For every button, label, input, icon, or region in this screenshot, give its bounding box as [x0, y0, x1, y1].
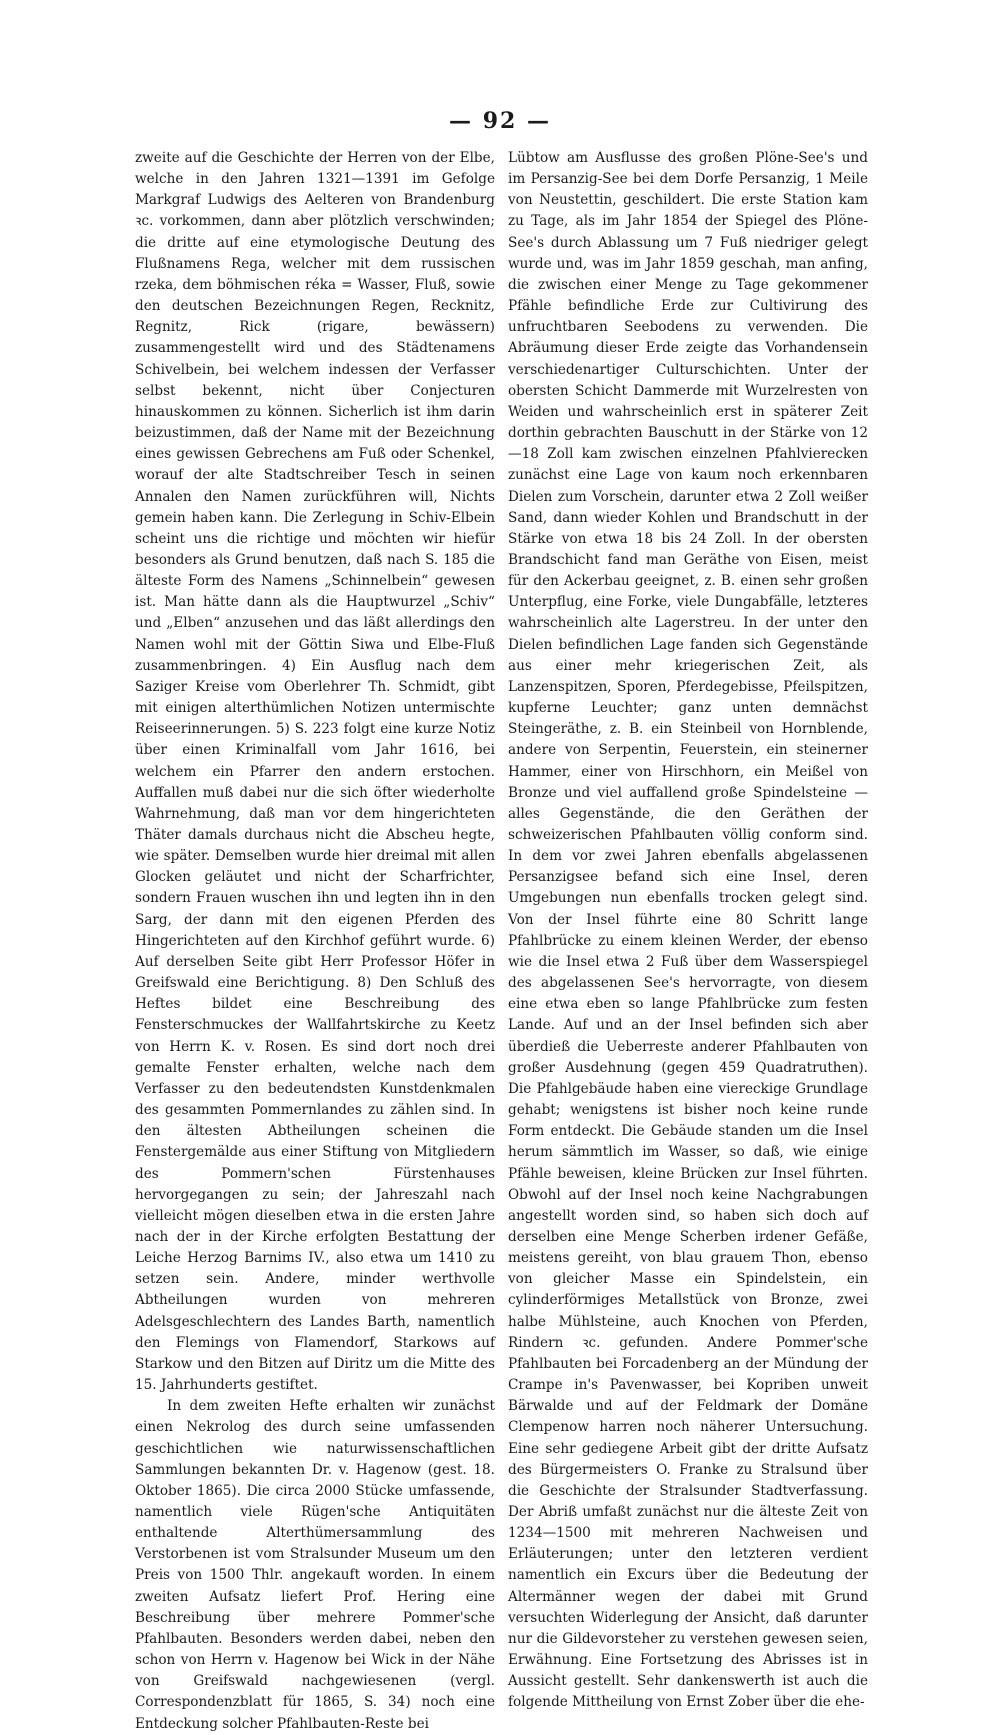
right-column	[508, 148, 868, 1714]
left-paragraph-2: In dem zweiten Hefte erhalten wir zunächst einen Nekrolog des durch seine umfassenden geschichtlichen wie naturwissenschaftlichen Sammlungen bekannten Dr. v. Hagenow (gest. 18. Oktober 1865). Die circa 2000 Stücke umfassende, namentlich viele Rügen'sche Antiquitäten enthaltende Alterthümersammlung des Verstorbenen ist vom Stralsunder Museum um den Preis von 1500 Thlr. angekauft worden. In einem zweiten Aufsatz liefert Prof. Hering eine Beschreibung über mehrere Pommer'sche Pfahlbauten. Besonders werden dabei, neben den schon von Herrn v. Hagenow bei Wick in der Nähe von Greifswald nachgewiesenen (vergl. Correspondenzblatt für 1865, S. 34) noch eine Entdeckung solcher Pfahlbauten-Reste bei	[135, 1398, 495, 1732]
left-column	[135, 148, 495, 1735]
right-paragraph-1: Lübtow am Ausflusse des großen Plöne-See's und im Persanzig-See bei dem Dorfe Persanzig, 1 Meile von Neustettin, geschildert. Die erste Station kam zu Tage, als im Jahr 1854 der Spiegel des Plöne-See's durch Ablassung um 7 Fuß niedriger gelegt wurde und, was im Jahr 1859 geschah, man anfing, die zwischen einer Menge zu Tage gekommener Pfähle befindliche Erde zur Cultivirung des unfruchtbaren Seebodens zu verwenden. Die Abräumung dieser Erde zeigte das Vorhandensein verschiedenartiger Culturschichten. Unter der obersten Schicht Dammerde mit Wurzelresten von Weiden und wahrscheinlich erst in späterer Zeit dorthin gebrachten Bauschutt in der Stärke von 12—18 Zoll kam zwischen einzelnen Pfahlvierecken zunächst eine Lage von kaum noch erkennbaren Dielen zum Vorschein, darunter etwa 2 Zoll weißer Sand, dann wieder Kohlen und Brandschutt in der Stärke von etwa 18 bis 24 Zoll. In der obersten Brandschicht fand man Geräthe von Eisen, meist für den Ackerbau geeignet, z. B. einen sehr großen Unterpflug, eine Forke, viele Dungabfälle, letzteres wahrscheinlich alte Lagerstreu. In der unter den Dielen befindlichen Lage fanden sich Gegenstände aus einer mehr kriegerischen Zeit, als Lanzenspitzen, Sporen, Pferdegebisse, Pfeilspitzen, kupferne Leuchter; ganz unten demnächst Steingeräthe, z. B. ein Steinbeil von Hornblende, andere von Serpentin, Feuerstein, ein steinerner Hammer, einer von Hirschhorn, ein Meißel von Bronze und viel auffallend große Spindelsteine — alles Gegenstände, die den Geräthen der schweizerischen Pfahlbauten völlig conform sind. In dem vor zwei Jahren ebenfalls abgelassenen Persanzigsee befand sich eine Insel, deren Umgebungen nun ebenfalls trocken gelegt sind. Von der Insel führte eine 80 Schritt lange Pfahlbrücke zu einem kleinen Werder, der ebenso wie die Insel etwa 2 Fuß über dem Wasserspiegel des abgelassenen See's hervorragte, von diesem eine etwa eben so lange Pfahlbrücke zum festen Lande. Auf und an der Insel befinden sich aber überdieß die Ueberreste anderer Pfahlbauten von großer Ausdehnung (gegen 459 Quadratruthen). Die Pfahlgebäude haben eine viereckige Grundlage gehabt; wenigstens ist bisher noch keine runde Form entdeckt. Die Gebäude standen um die Insel herum sämmtlich im Wasser, so daß, wie einige Pfähle beweisen, kleine Brücken zur Insel führten. Obwohl auf der Insel noch keine Nachgrabungen angestellt worden sind, so haben sich doch auf derselben eine Menge Scherben irdener Gefäße, meistens gereiht, von blau grauem Thon, ebenso von gleicher Masse ein Spindelstein, ein cylinderförmiges Metallstück von Bronze, zwei halbe Mühlsteine, auch Knochen von Pferden, Rindern ꝛc. gefunden. Andere Pommer'sche Pfahlbauten bei Forcadenberg an der Mündung der Crampe in's Pavenwasser, bei Kopriben unweit Bärwalde und auf der Feldmark der Domäne Clempenow harren noch näherer Untersuchung. Eine sehr gediegene Arbeit gibt der dritte Aufsatz des Bürgermeisters O. Franke zu Stralsund über die Geschichte der Stralsunder Stadtverfassung. Der Abriß umfaßt zunächst nur die älteste Zeit von 1234—1500 mit mehreren Nachweisen und Erläuterungen; unter den letzteren verdient namentlich ein Excurs über die Bedeutung der Altermänner wegen der dabei mit Grund versuchten Widerlegung der Ansicht, daß darunter nur die Gildevorsteher zu verstehen gewesen seien, Erwähnung. Eine Fortsetzung des Abrisses ist in Aussicht gestellt. Sehr dankenswerth ist auch die folgende Mittheilung von Ernst Zober über die ehe-	[508, 150, 868, 1711]
left-paragraph-1: zweite auf die Geschichte der Herren von der Elbe, welche in den Jahren 1321—1391 im Gefolge Markgraf Ludwigs des Aelteren von Brandenburg ꝛc. vorkommen, dann aber plötzlich verschwinden; die dritte auf eine etymologische Deutung des Flußnamens Rega, welcher mit dem russischen rzeka, dem böhmischen réka = Wasser, Fluß, sowie den deutschen Bezeichnungen Regen, Recknitz, Regnitz, Rick (rigare, bewässern) zusammengestellt wird und des Städtenamens Schivelbein, bei welchem indessen der Verfasser selbst bekennt, nicht über Conjecturen hinauskommen zu können. Sicherlich ist ihm darin beizustimmen, daß der Name mit der Bezeichnung eines gewissen Gebrechens am Fuß oder Schenkel, worauf der alte Stadtschreiber Tesch in seinen Annalen den Namen zurückführen will, Nichts gemein haben kann. Die Zerlegung in Schiv-Elbein scheint uns die richtige und möchten wir hiefür besonders als Grund benutzen, daß nach S. 185 die älteste Form des Namens „Schinnelbein“ gewesen ist. Man hätte dann als die Hauptwurzel „Schiv“ und „Elben“ anzusehen und das läßt allerdings den Namen wohl mit der Göttin Siwa und Elbe-Fluß zusammenbringen. 4) Ein Ausflug nach dem Saziger Kreise vom Oberlehrer Th. Schmidt, gibt mit einigen alterthümlichen Notizen untermischte Reiseerinnerungen. 5) S. 223 folgt eine kurze Notiz über einen Kriminalfall vom Jahr 1616, bei welchem ein Pfarrer den andern erstochen. Auffallen muß dabei nur die sich öfter wiederholte Wahrnehmung, daß man vor dem hingerichteten Thäter damals durchaus nicht die Abscheu hegte, wie später. Demselben wurde hier dreimal mit allen Glocken geläutet und nicht der Scharfrichter, sondern Frauen wuschen ihn und legten ihn in den Sarg, der dann mit den eigenen Pferden des Hingerichteten auf den Kirchhof geführt wurde. 6) Auf derselben Seite gibt Herr Professor Höfer in Greifswald eine Berichtigung. 8) Den Schluß des Heftes bildet eine Beschreibung des Fensterschmuckes der Wallfahrtskirche zu Keetz von Herrn K. v. Rosen. Es sind dort noch drei gemalte Fenster erhalten, welche nach dem Verfasser zu den bedeutendsten Kunstdenkmalen des gesammten Pommernlandes zu zählen sind. In den ältesten Abtheilungen scheinen die Fenstergemälde aus einer Stiftung von Mitgliedern des Pommern'schen Fürstenhauses hervorgegangen zu sein; der Jahreszahl nach vielleicht mögen dieselben etwa in die ersten Jahre nach der in der Kirche erfolgten Bestattung der Leiche Herzog Barnims IV., also etwa um 1410 zu setzen sein. Andere, minder werthvolle Abtheilungen wurden von mehreren Adelsgeschlechtern des Landes Barth, namentlich den Flemings von Flamendorf, Starkows auf Starkow und den Bitzen auf Diritz um die Mitte des 15. Jahrhunderts gestiftet.	[135, 150, 495, 1394]
page-number: — 92 —	[449, 108, 551, 134]
